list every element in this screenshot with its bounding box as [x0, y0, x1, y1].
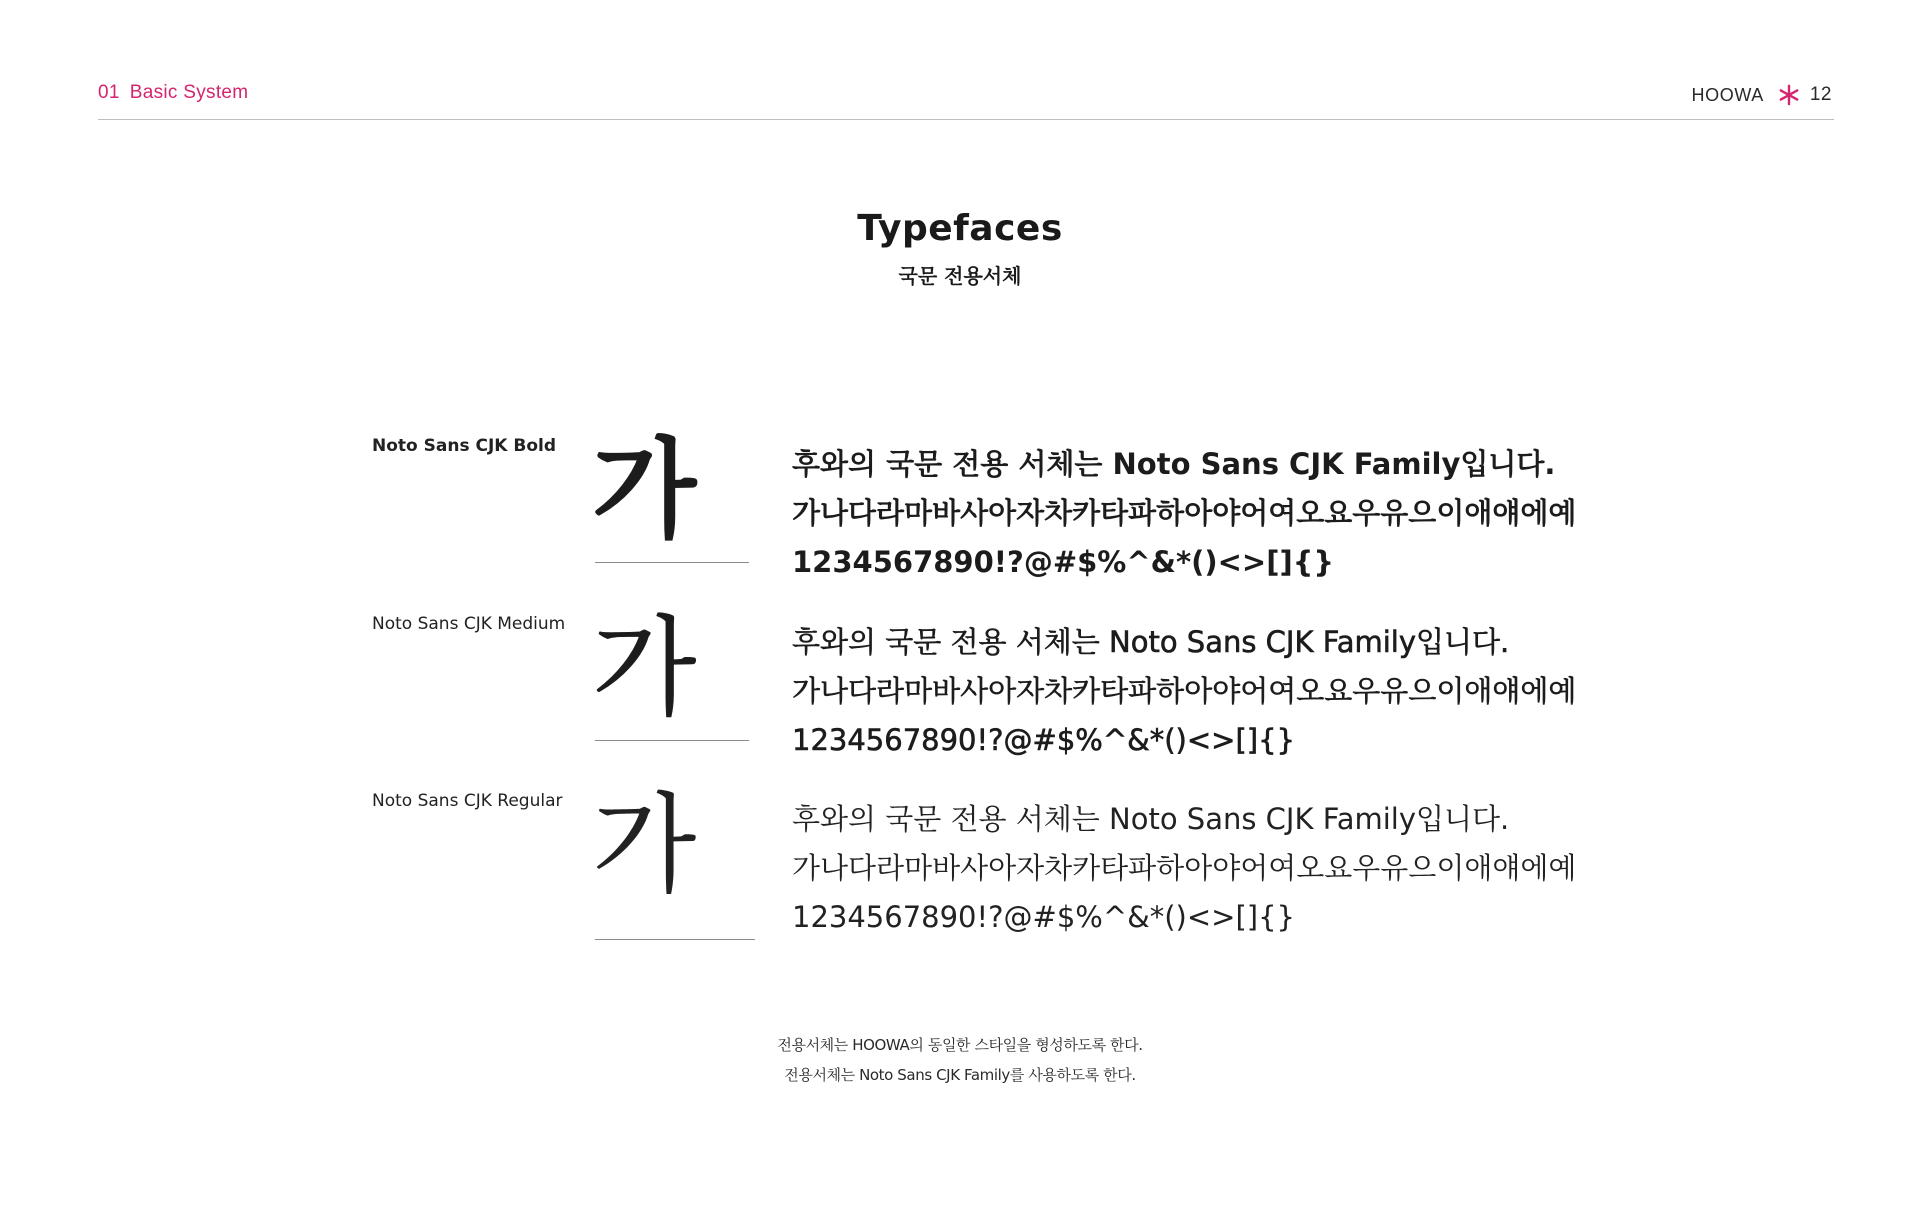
- page-title: Typefaces: [857, 208, 1063, 249]
- sample-glyph: 가: [592, 606, 697, 731]
- sample-text: [792, 618, 1576, 765]
- usage-note: 전용서체는 HOOWA의 동일한 스타일을 형성하도록 한다.: [777, 1036, 1143, 1054]
- typeface-name: Noto Sans CJK Medium: [372, 614, 566, 634]
- sample-line: 후와의 국문 전용 서체는 Noto Sans CJK Family입니다.: [792, 802, 1510, 836]
- section-title: Basic System: [129, 82, 249, 103]
- typeface-name: Noto Sans CJK Bold: [372, 436, 557, 456]
- star-icon: [1778, 84, 1800, 106]
- glyph-underline: [595, 562, 749, 563]
- section-label: [98, 82, 248, 104]
- brand-name: HOOWA: [1691, 84, 1764, 105]
- sample-line: 1234567890!?@#$%^&*()<>[]{}: [792, 900, 1295, 934]
- glyph-underline: [595, 939, 755, 940]
- sample-text: [792, 795, 1576, 942]
- sample-line: 후와의 국문 전용 서체는 Noto Sans CJK Family입니다.: [792, 625, 1510, 659]
- usage-note: 전용서체는 Noto Sans CJK Family를 사용하도록 한다.: [784, 1066, 1136, 1084]
- sample-line: 가나다라마바사아자차카타파하아야어여오요우유으이애얘에예: [792, 674, 1577, 708]
- section-number: 01: [98, 82, 120, 103]
- header-divider: [98, 119, 1834, 120]
- sample-line: 가나다라마바사아자차카타파하아야어여오요우유으이애얘에예: [792, 496, 1577, 530]
- brand-header: [1692, 84, 1832, 106]
- page-subtitle: 국문 전용서체: [898, 264, 1022, 288]
- title-block: [0, 205, 1920, 289]
- typeface-name: Noto Sans CJK Regular: [372, 791, 563, 811]
- sample-line: 1234567890!?@#$%^&*()<>[]{}: [792, 545, 1335, 579]
- usage-notes: [0, 1030, 1920, 1090]
- sample-line: 후와의 국문 전용 서체는 Noto Sans CJK Family입니다.: [792, 447, 1556, 481]
- sample-glyph: 가: [592, 428, 697, 553]
- sample-line: 1234567890!?@#$%^&*()<>[]{}: [792, 723, 1295, 757]
- sample-line: 가나다라마바사아자차카타파하아야어여오요우유으이애얘에예: [792, 851, 1577, 885]
- sample-glyph: 가: [592, 783, 697, 908]
- sample-text: [792, 440, 1576, 587]
- glyph-underline: [595, 740, 749, 741]
- page-number: 12: [1809, 84, 1832, 105]
